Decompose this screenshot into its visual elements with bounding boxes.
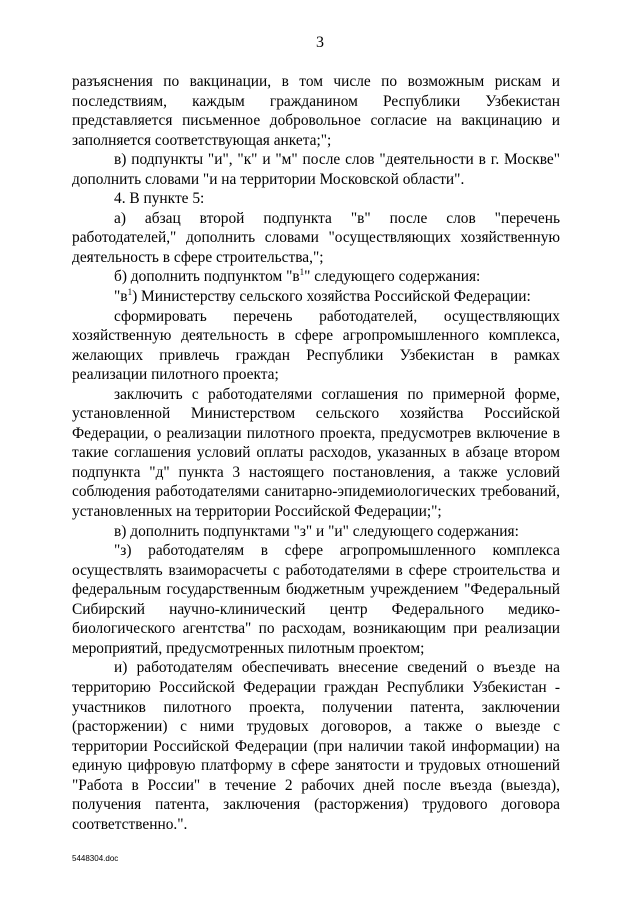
paragraph bbox=[72, 287, 560, 307]
paragraph bbox=[72, 267, 560, 287]
paragraph: а) абзац второй подпункта "в" после слов "перечень работодателей," дополнить словами "осуществляющих хозяйственную деятельность в сфере строительства,"; bbox=[72, 209, 560, 266]
paragraph-text: б) дополнить подпунктом "в bbox=[114, 268, 300, 286]
paragraph: и) работодателям обеспечивать внесение сведений о въезде на территорию Российской Федерации граждан Республики Узбекистан - участников пилотного проекта, получении патента, заключении (расторжении) с ними трудовых договоров, а также о выезде с территории Российской Федерации (при наличии такой информации) на единую цифровую платформу в сфере занятости и трудовых отношений "Работа в России" в течение 2 рабочих дней после въезда (выезда), получения патента, заключения (расторжения) трудового договора соответственно.". bbox=[72, 659, 560, 833]
paragraph-text: " следующего содержания: bbox=[304, 268, 481, 286]
paragraph: в) дополнить подпунктами "з" и "и" следующего содержания: bbox=[114, 522, 519, 540]
document-footer: 5448304.doc bbox=[72, 854, 119, 863]
page-number: 3 bbox=[316, 34, 324, 51]
paragraph-text: ) Министерству сельского хозяйства Российской Федерации: bbox=[132, 288, 531, 306]
paragraph: разъяснения по вакцинации, в том числе по возможным рискам и последствиям, каждым гражданином Республики Узбекистан представляется письменное добровольное согласие на вакцинацию и заполняется соответствующая анкета;"; bbox=[72, 73, 560, 149]
paragraph: сформировать перечень работодателей, осуществляющих хозяйственную деятельность в сфере агропромышленного комплекса, желающих привлечь граждан Республики Узбекистан в рамках реализации пилотного проекта; bbox=[72, 307, 560, 384]
document-body bbox=[72, 72, 560, 834]
superscript: 1 bbox=[127, 287, 133, 298]
paragraph: 4. В пункте 5: bbox=[114, 190, 205, 208]
paragraph: "з) работодателям в сфере агропромышленного комплекса осуществлять взаиморасчеты с работодателями в сфере строительства и федеральным государственным бюджетным учреждением "Федеральный Сибирский научно-клинический центр Федерального медико-биологического агентства" по расходам, возникающим при реализации мероприятий, предусмотренных пилотным проектом; bbox=[72, 542, 560, 657]
superscript: 1 bbox=[299, 267, 305, 278]
paragraph: заключить с работодателями соглашения по примерной форме, установленной Министерством сельского хозяйства Российской Федерации, о реализации пилотного проекта, предусмотрев включение в такие соглашения условий оплаты расходов, указанных в абзаце втором подпункта "д" пункта 3 настоящего постановления, а также условий соблюдения работодателями санитарно-эпидемиологических требований, установленных на территории Российской Федерации;"; bbox=[72, 385, 560, 521]
paragraph: в) подпункты "и", "к" и "м" после слов "деятельности в г. Москве" дополнить словами "и на территории Московской области". bbox=[72, 151, 560, 188]
paragraph-text: "в bbox=[114, 288, 128, 306]
